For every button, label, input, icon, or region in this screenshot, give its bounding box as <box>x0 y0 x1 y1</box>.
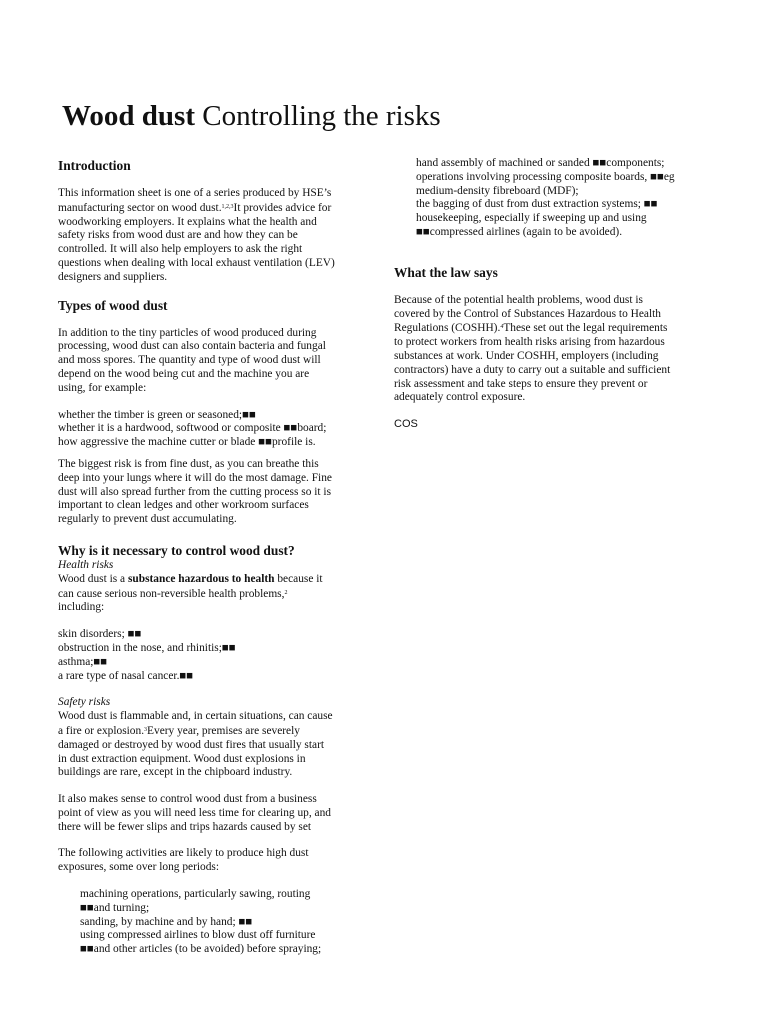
safety-line: in dust extraction equipment. Wood dust explosions in <box>58 752 306 765</box>
intro-line: woodworking employers. It explains what the health and <box>58 215 317 228</box>
business-line: It also makes sense to control wood dust from a business <box>58 793 317 806</box>
law-heading: What the law says <box>394 264 498 280</box>
list-item: ■■and other articles (to be avoided) before spraying; <box>80 943 322 956</box>
safety-line: buildings are rare, except in the chipboard industry. <box>58 766 293 779</box>
intro-line: questions when dealing with local exhaust ventilation (LEV) <box>58 256 335 269</box>
health-text: Wood dust is a <box>58 572 128 585</box>
health-emphasis: substance hazardous to health <box>127 572 275 585</box>
health-list <box>58 628 376 683</box>
fine-dust-line: important to clean ledges and other workroom surfaces <box>58 499 309 512</box>
types-line: using, for example: <box>58 381 147 394</box>
types-heading: Types of wood dust <box>58 297 168 313</box>
list-item: operations involving processing composite boards, ■■eg <box>416 170 675 183</box>
types-list <box>58 409 376 450</box>
safety-text: Every year, premises are severely <box>147 724 300 737</box>
health-text: can cause serious non-reversible health problems, <box>58 587 285 600</box>
intro-line <box>58 201 376 216</box>
fine-dust-line: The biggest risk is from fine dust, as you can breathe this <box>58 457 319 470</box>
law-text: Regulations (COSHH). <box>394 322 501 335</box>
law-line <box>394 321 714 336</box>
law-line: covered by the Control of Substances Hazardous to Health <box>394 307 661 320</box>
types-line: and moss spores. The quantity and type of wood dust will <box>58 354 321 367</box>
law-line: risk assessment and take steps to ensure they prevent or <box>394 377 648 390</box>
intro-paragraph <box>58 187 376 285</box>
reference-mark: 2 <box>284 589 288 596</box>
intro-line: designers and suppliers. <box>58 270 168 283</box>
intro-heading: Introduction <box>58 158 131 173</box>
list-item: obstruction in the nose, and rhinitis;■■ <box>58 641 236 654</box>
list-item: ■■compressed airlines (again to be avoided). <box>416 225 623 238</box>
health-text: because it <box>274 572 323 585</box>
law-line: contractors) have a duty to carry out a suitable and sufficient <box>394 363 671 376</box>
list-item: asthma;■■ <box>58 655 108 668</box>
types-line: processing, wood dust can also contain bacteria and fungal <box>58 340 326 353</box>
list-item: hand assembly of machined or sanded ■■components; <box>416 157 665 169</box>
list-item: skin disorders; ■■ <box>58 628 142 641</box>
types-paragraph <box>58 327 376 396</box>
law-line: substances at work. Under COSHH, employers (including <box>394 349 659 362</box>
fine-dust-paragraph <box>58 458 376 527</box>
title-bold: Wood dust <box>62 100 195 132</box>
safety-line <box>58 724 376 739</box>
continued-list <box>394 157 714 240</box>
list-item: whether the timber is green or seasoned;■■ <box>58 408 256 421</box>
law-text: These set out the legal requirements <box>503 322 668 335</box>
health-risks-label: Health risks <box>58 558 114 571</box>
fine-dust-line: regularly to prevent dust accumulating. <box>58 513 237 526</box>
title-rest: Controlling the risks <box>194 100 441 132</box>
activities-paragraph <box>58 847 376 875</box>
intro-line: This information sheet is one of a series produced by HSE’s <box>58 187 332 199</box>
types-line: depend on the wood being cut and the machine you are <box>58 367 310 380</box>
safety-line: Wood dust is flammable and, in certain situations, can cause <box>58 710 333 723</box>
fine-dust-line: dust will also spread further from the cutting process so it is <box>58 485 332 498</box>
cos-text: COS <box>394 418 418 431</box>
business-line: there will be fewer slips and trips hazards caused by set <box>58 820 312 833</box>
left-column <box>58 158 376 957</box>
types-line: In addition to the tiny particles of wood produced during <box>58 326 317 339</box>
list-item: how aggressive the machine cutter or blade ■■profile is. <box>58 436 316 449</box>
health-line <box>58 587 376 602</box>
activities-line: The following activities are likely to produce high dust <box>58 847 309 860</box>
list-item: a rare type of nasal cancer.■■ <box>58 669 194 682</box>
list-item: ■■and turning; <box>80 901 150 914</box>
list-item: machining operations, particularly sawing, routing <box>80 888 311 901</box>
fine-dust-line: deep into your lungs where it will do the most damage. Fine <box>58 471 332 484</box>
law-line: adequately control exposure. <box>394 391 526 404</box>
activities-list <box>58 888 376 957</box>
why-heading: Why is it necessary to control wood dust? <box>58 542 295 558</box>
law-line: to protect workers from health risks arising from hazardous <box>394 336 665 349</box>
reference-mark: 1,2,3 <box>221 203 234 210</box>
health-line <box>58 573 376 587</box>
reference-mark: 3 <box>144 726 148 733</box>
safety-line: damaged or destroyed by wood dust fires that usually start <box>58 738 325 751</box>
health-paragraph <box>58 573 376 615</box>
right-column <box>394 157 714 432</box>
intro-line: controlled. It will also help employers to ask the right <box>58 243 303 256</box>
list-item: medium-density fibreboard (MDF); <box>416 184 579 197</box>
list-item: sanding, by machine and by hand; ■■ <box>80 915 253 928</box>
intro-text: manufacturing sector on wood dust. <box>58 201 222 214</box>
list-item: using compressed airlines to blow dust off furniture <box>80 929 316 942</box>
law-line: Because of the potential health problems, wood dust is <box>394 293 643 306</box>
list-item: whether it is a hardwood, softwood or composite ■■board; <box>58 422 327 435</box>
reference-mark: 4 <box>500 324 504 331</box>
business-line: point of view as you will need less time for clearing up, and <box>58 806 331 819</box>
safety-risks-label: Safety risks <box>58 696 111 709</box>
page-title <box>62 98 441 134</box>
health-line: including: <box>58 601 105 614</box>
intro-text: It provides advice for <box>233 201 332 214</box>
safety-text: a fire or explosion. <box>58 724 145 737</box>
business-paragraph <box>58 793 376 834</box>
list-item: housekeeping, especially if sweeping up and using <box>416 212 647 225</box>
list-item: the bagging of dust from dust extraction systems; ■■ <box>416 198 658 211</box>
activities-line: exposures, some over long periods: <box>58 861 220 874</box>
intro-line: safety risks from wood dust are and how they can be <box>58 229 298 242</box>
safety-paragraph <box>58 710 376 780</box>
law-paragraph <box>394 294 714 405</box>
